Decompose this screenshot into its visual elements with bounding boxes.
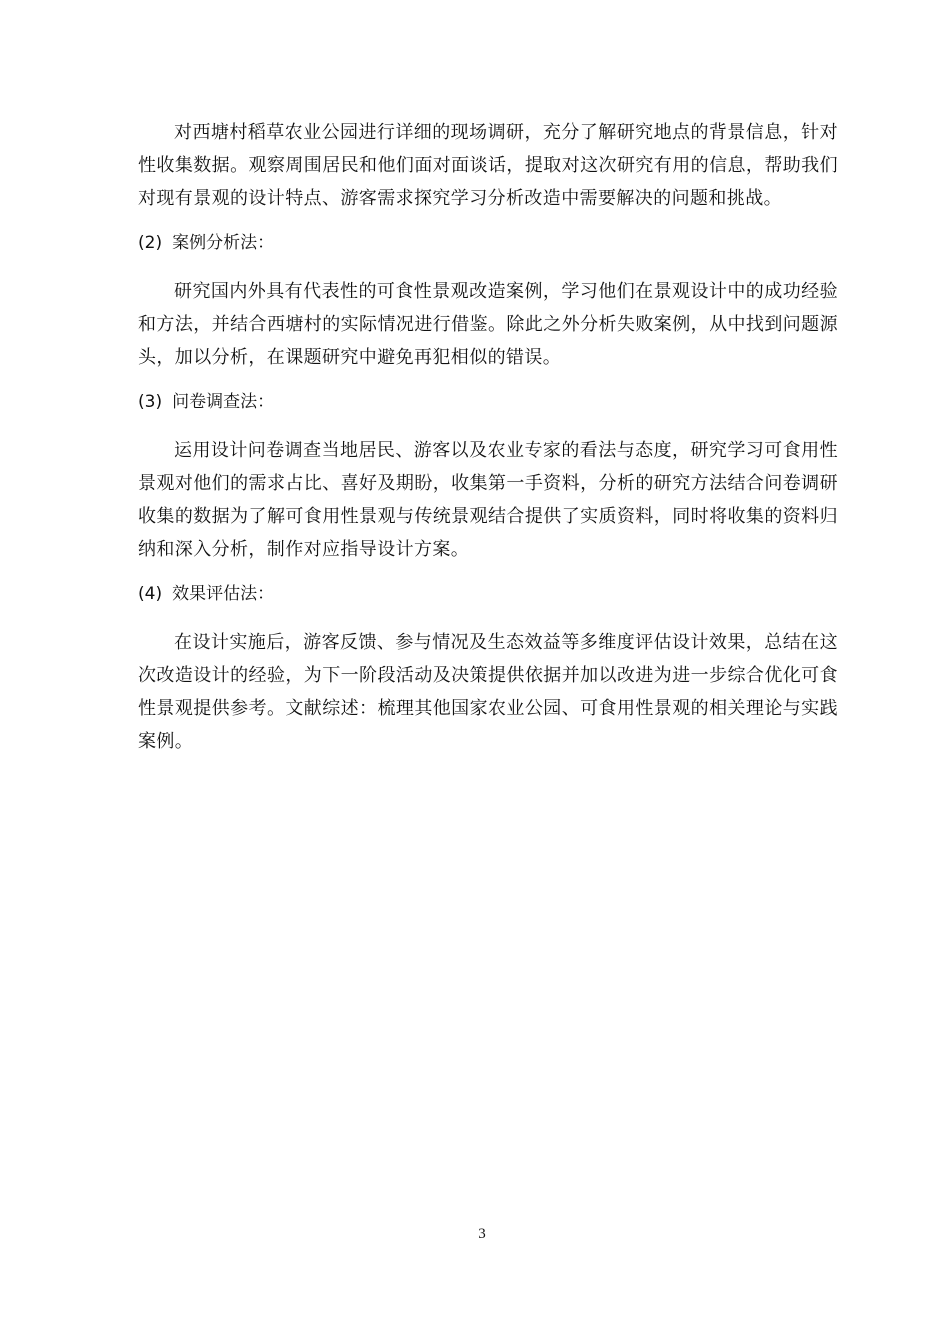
section-number: (3) [138,392,163,412]
section-number: (2) [138,233,163,253]
paragraph-case-analysis: 研究国内外具有代表性的可食性景观改造案例，学习他们在景观设计中的成功经验和方法，并结合西塘村的实际情况进行借鉴。除此之外分析失败案例，从中找到问题源头，加以分析，在课题研究中避免再犯相似的错误。 [138,281,838,368]
paragraph-evaluation: 在设计实施后，游客反馈、参与情况及生态效益等多维度评估设计效果，总结在这次改造设计的经验，为下一阶段活动及决策提供依据并加以改进为进一步综合优化可食性景观提供参考。文献综述：梳理其他国家农业公园、可食用性景观的相关理论与实践案例。 [138,632,838,752]
section-title: 问卷调查法： [172,392,275,412]
section-title: 案例分析法： [172,233,275,253]
section-heading-questionnaire [138,386,838,419]
section-heading-evaluation [138,578,838,611]
paragraph-questionnaire: 运用设计问卷调查当地居民、游客以及农业专家的看法与态度，研究学习可食用性景观对他们的需求占比、喜好及期盼，收集第一手资料，分析的研究方法结合问卷调研收集的数据为了解可食用性景观与传统景观结合提供了实质资料，同时将收集的资料归纳和深入分析，制作对应指导设计方案。 [138,440,838,560]
section-title: 效果评估法： [172,584,275,604]
section-heading-case-analysis [138,227,838,260]
paragraph-field-research: 对西塘村稻草农业公园进行详细的现场调研，充分了解研究地点的背景信息，针对性收集数据。观察周围居民和他们面对面谈话，提取对这次研究有用的信息，帮助我们对现有景观的设计特点、游客需求探究学习分析改造中需要解决的问题和挑战。 [138,122,838,209]
page-number: 3 [478,1226,486,1242]
document-body [138,116,838,758]
section-number: (4) [138,584,163,604]
